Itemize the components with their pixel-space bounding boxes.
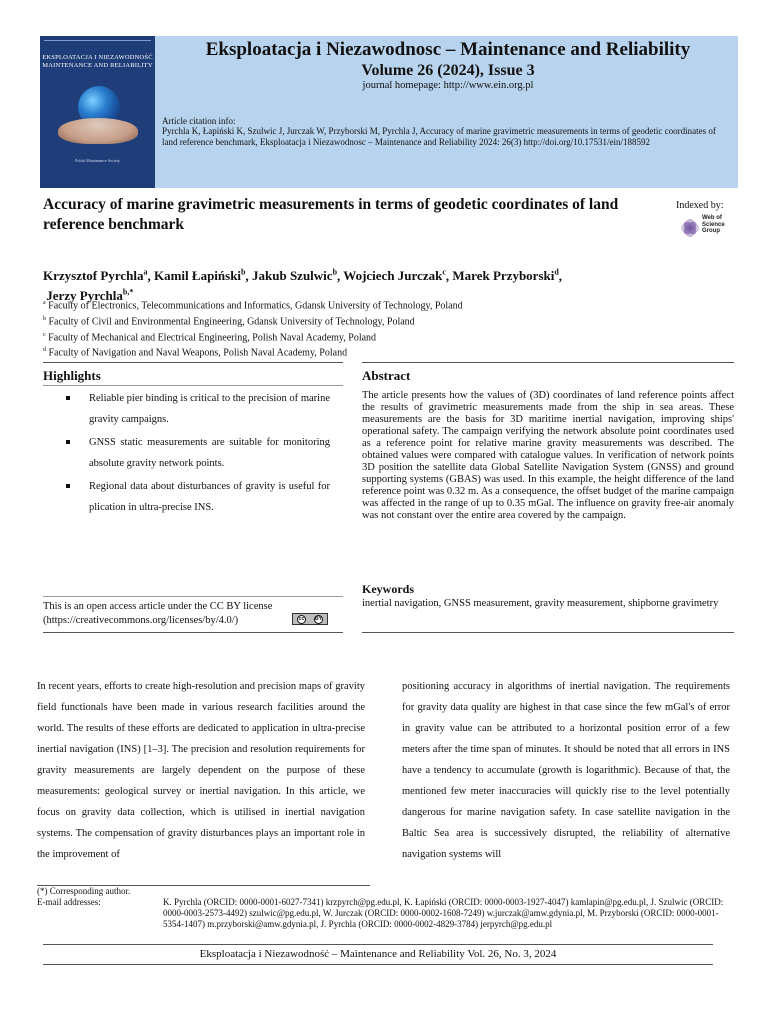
cover-title: EKSPLOATACJA I NIEZAWODNOŚĆ MAINTENANCE AND RELIABILITY [42,54,153,69]
affiliation-item: $^b$ Faculty of Civil and Environmental Engineering, Gdansk University of Technology, Poland [43,315,415,328]
highlight-item: Reliable pier binding is critical to the precision of marine gravity campaigns. [64,388,330,430]
author-list: Krzysztof Pyrchla$^a$, Kamil Łapiński$^b$, Jakub Szulwic$^b$, Wojciech Jurczak$^c$, Marek Przyborski$^d$, Jerzy Pyrchla$^{b,*}$ [43,268,563,303]
affiliation-item: $^a$ Faculty of Electronics, Telecommunications and Informatics, Gdansk University of Technology, Poland [43,300,463,312]
wos-line-1: Web of [702,215,722,221]
affiliation-item: $^c$ Faculty of Mechanical and Electrical Engineering, Polish Naval Academy, Poland [43,331,377,343]
body-column-right: positioning accuracy in algorithms of inertial navigation. The requirements for gravity data quality are highest in that case since the few mGal's of error in gravity value can be attributed to a horizontal position error of a few meters after the time span of minutes. It should be noted that all errors in INS have a tendency to accumulate (growth is logarithmic). Because of that, the mentioned few meter inaccuracies will quickly rise to the level potentially dangerous for marine navigation safety. In case satellite navigation in the Baltic Sea area is successively disrupted, the reliability of alternative navigation systems will [402,681,730,860]
author: Wojciech Jurczak$^c$ [343,268,446,284]
citation-text: Pyrchla K, Łapiński K, Szulwic J, Jurczak W, Przyborski M, Pyrchla J, Accuracy of marine gravimetric measurements in terms of geodetic coordinates of land reference benchmark, Eksploatacja i Niezawodnosc – Maintenance and Reliability 2024: 26(3) http://doi.org/10.17531/ein/188592 [162,126,716,147]
highlights-list [64,388,330,520]
hands-icon [58,118,138,144]
section-divider-left-oa [43,596,343,597]
journal-volume: Volume 26 (2024), Issue 3 [361,62,535,79]
author: Jerzy Pyrchla$^{b,*}$ [46,287,134,303]
abstract-text: The article presents how the values of (3D) coordinates of land reference points affect the results of gravimetric measurements made from the ship in sea areas. These measurements are the basis for 3D maritime inertial navigation, improving ships' operational safety. The campaign verifying the network absolute point coordinates used as a reference point for relative marine gravity measurements was described. The obtained values were compared with catalogue values. In verification of network points 3D position the satellite data Global Satellite Navigation System (GNSS) and ground supporting systems (GBAS) was used. In this example, the height difference of the land reference point was 0.32 m. As a consequence, the offset budget of the marine campaign was affected in the range of up to 0.35 mGal. The influence on gravity free-air anomaly was not constant over the entire area covered by the campaign. [362,390,734,521]
email-addresses: K. Pyrchla (ORCID: 0000-0001-6027-7341) krzpyrch@pg.edu.pl, K. Łapiński (ORCID: 0000-0003-1927-4047) kamlapin@pg.edu.pl, J. Szulwic (ORCID: 0000-0003-2573-4492) szulwic@pg.edu.pl, W. Jurczak (ORCID: 0000-0002-1608-7249) w.jurczak@amw.gdynia.pl, M. Przyborski (ORCID: 0000-0001-5354-1407) m.przyborski@amw.gdynia.pl, J. Pyrchla (ORCID: 0000-0002-4829-3784) jerpyrch@pg.edu.pl [163,897,724,929]
journal-cover-image [40,36,155,188]
section-divider-top-right [362,362,734,363]
citation-label: Article citation info: [162,116,236,126]
highlight-item: GNSS static measurements are suitable for monitoring absolute gravity network points. [64,432,330,474]
highlights-heading: Highlights [43,368,101,383]
cover-top-rule [44,40,151,44]
section-divider-bottom-right [362,632,734,633]
highlight-item: Regional data about disturbances of gravity is useful for plication in ultra-precise INS. [64,476,330,518]
section-divider-bottom-left [43,632,343,633]
wos-line-3: Group [702,228,720,234]
author: Kamil Łapiński$^b$ [153,268,246,284]
author: Jakub Szulwic$^b$ [252,268,338,284]
cc-icon: cc [298,616,305,622]
journal-title: Eksploatacja i Niezawodnosc – Maintenance and Reliability [205,39,691,60]
affiliation-item: $^d$ Faculty of Navigation and Naval Weapons, Polish Naval Academy, Poland [43,347,348,359]
article-title: Accuracy of marine gravimetric measurements in terms of geodetic coordinates of land reference benchmark [43,196,619,233]
journal-homepage: journal homepage: http://www.ein.org.pl [362,80,534,91]
cover-subtitle: Polish Maintenance Society [75,158,120,163]
author: Krzysztof Pyrchla$^a$ [43,268,148,284]
indexed-by-label: Indexed by: [676,200,724,211]
footer-divider-top [43,944,713,945]
body-column-left: In recent years, efforts to create high-resolution and precision maps of gravity field functionals have been made in various research facilities around the world. The results of these efforts are dedicated to application in ultra-precise inertial navigation (INS) [1–3]. The precision and resolution requirements for gravity measurements are largely dependent on the purpose of these measurements: geological survey or inertial navigation. In this article, we focus on gravity data collection, which is utilised in inertial navigation systems. The compensation of gravity disturbances plays an important role in the improvement of [37,681,365,860]
attribution-icon: BY [315,616,322,622]
corresponding-author-note: (*) Corresponding author. [37,886,131,896]
section-divider-top-left [43,362,343,363]
author: Marek Przyborski$^d$ [452,268,559,284]
affiliation-list [43,297,693,360]
web-of-science-wordmark [702,215,725,235]
page-footer: Eksploatacja i Niezawodność – Maintenance and Reliability Vol. 26, No. 3, 2024 [199,948,557,960]
abstract-heading: Abstract [362,368,411,383]
keywords-text: inertial navigation, GNSS measurement, gravity measurement, shipborne gravimetry [362,598,719,609]
cc-by-license-badge[interactable] [292,613,328,625]
keywords-heading: Keywords [362,582,414,596]
wos-line-2: Science [702,221,725,228]
section-divider-left-highlights [43,385,343,386]
open-access-notice: This is an open access article under the CC BY license (https://creativecommons.org/licenses/by/4.0/) [43,601,273,626]
footer-divider-bottom [43,964,713,965]
email-addresses-label: E-mail addresses: [37,897,101,907]
